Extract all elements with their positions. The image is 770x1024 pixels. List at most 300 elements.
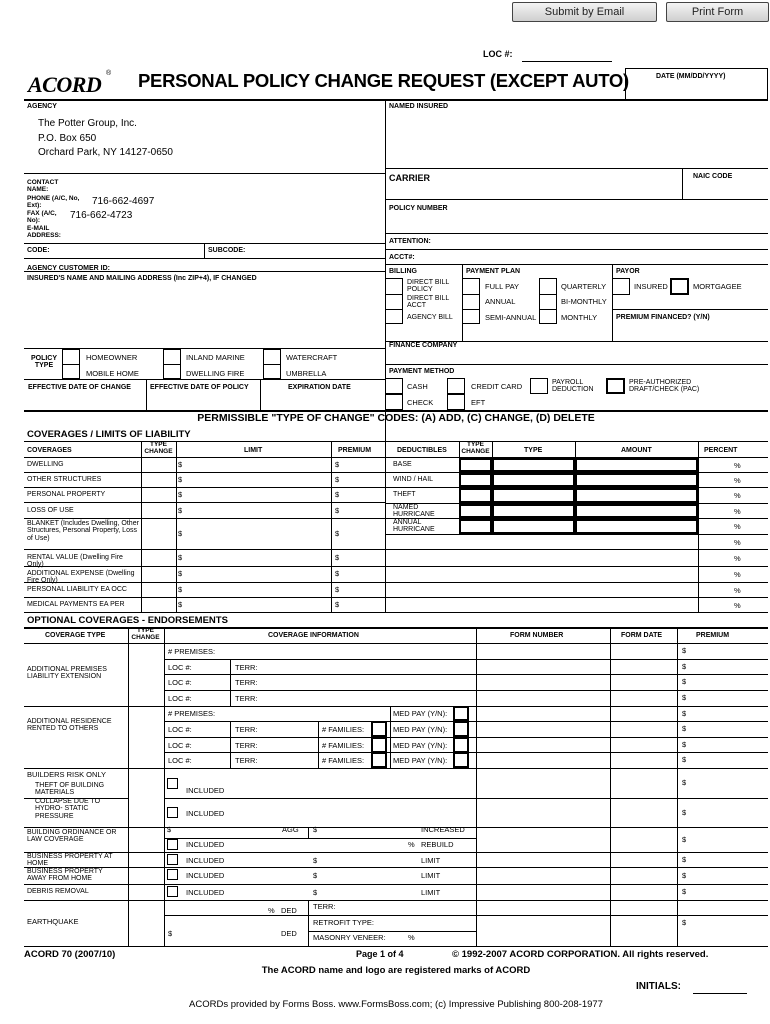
terr-label: TERR: bbox=[235, 725, 258, 734]
ded-label: DED bbox=[281, 906, 297, 915]
customer-id-label: AGENCY CUSTOMER ID: bbox=[27, 265, 110, 272]
premium-currency: $ bbox=[682, 755, 687, 764]
rule bbox=[462, 294, 480, 295]
col-percent: PERCENT bbox=[704, 447, 738, 454]
terr-label: TERR: bbox=[313, 902, 336, 911]
premium-currency: $ bbox=[682, 778, 687, 787]
coverage-limit-field[interactable] bbox=[176, 472, 331, 487]
debris-removal: DEBRIS REMOVAL bbox=[27, 888, 89, 895]
families-field[interactable] bbox=[371, 721, 387, 737]
check-checkbox[interactable] bbox=[385, 394, 403, 410]
limit-currency: $ bbox=[178, 552, 183, 562]
rule bbox=[385, 612, 768, 613]
permissible-codes: PERMISSIBLE "TYPE OF CHANGE" CODES: (A) ADD, (C) CHANGE, (D) DELETE bbox=[197, 412, 595, 424]
deductible-type-field[interactable] bbox=[492, 519, 575, 534]
percent-sign: % bbox=[734, 537, 741, 547]
rule bbox=[263, 364, 281, 365]
plan-checkboxes-b[interactable] bbox=[539, 278, 557, 324]
col-type: TYPE bbox=[524, 447, 543, 454]
coverage-limit-field[interactable] bbox=[176, 582, 331, 597]
rule bbox=[176, 441, 177, 612]
premium-currency: $ bbox=[682, 918, 687, 927]
rule bbox=[204, 243, 205, 258]
print-form-button[interactable]: Print Form bbox=[666, 2, 769, 22]
rule bbox=[308, 915, 476, 916]
included-label: INCLUDED bbox=[186, 809, 225, 818]
premium-currency: $ bbox=[335, 599, 340, 609]
terr-label: TERR: bbox=[235, 756, 258, 765]
plan-checkboxes-a[interactable] bbox=[462, 278, 480, 324]
acct-label: ACCT#: bbox=[389, 254, 415, 261]
limit-currency: $ bbox=[178, 505, 183, 515]
coverage-row-label: ADDITIONAL EXPENSE (Dwelling Fire Only) bbox=[27, 570, 135, 585]
rule bbox=[459, 441, 460, 534]
deductible-row-label: NAMED HURRICANE bbox=[393, 503, 435, 518]
dwelling-fire: DWELLING FIRE bbox=[186, 369, 245, 378]
bp-at-home: BUSINESS PROPERTY AT HOME bbox=[27, 853, 113, 868]
terr-label: TERR: bbox=[235, 694, 258, 703]
rule bbox=[308, 931, 476, 932]
billing-checkboxes[interactable] bbox=[385, 278, 403, 324]
premium-currency: $ bbox=[335, 489, 340, 499]
coverage-premium-field[interactable] bbox=[331, 487, 385, 502]
eft-checkbox[interactable] bbox=[447, 394, 465, 410]
quarterly: QUARTERLY bbox=[561, 282, 607, 291]
registered-marks: The ACORD name and logo are registered marks of ACORD bbox=[261, 965, 531, 976]
naic-label: NAIC CODE bbox=[693, 173, 733, 180]
mobile-home: MOBILE HOME bbox=[86, 369, 139, 378]
rule bbox=[24, 258, 385, 259]
coverage-limit-field[interactable] bbox=[176, 549, 331, 566]
inland-marine: INLAND MARINE bbox=[186, 353, 245, 362]
submit-by-email-button[interactable]: Submit by Email bbox=[512, 2, 657, 22]
limit-currency: $ bbox=[313, 871, 318, 880]
additional-residence: ADDITIONAL RESIDENCE RENTED TO OTHERS bbox=[27, 718, 112, 733]
rule bbox=[385, 441, 768, 442]
rule bbox=[331, 441, 332, 612]
rule bbox=[385, 364, 768, 365]
direct-bill-policy: DIRECT BILL POLICY bbox=[407, 279, 450, 294]
rule bbox=[385, 309, 403, 310]
full-pay: FULL PAY bbox=[485, 282, 520, 291]
rule bbox=[682, 168, 683, 199]
coverage-limit-field[interactable] bbox=[176, 597, 331, 612]
rule bbox=[612, 264, 613, 341]
rule bbox=[612, 309, 768, 310]
monthly: MONTHLY bbox=[561, 313, 598, 322]
rule bbox=[164, 627, 165, 946]
rule bbox=[24, 271, 385, 272]
col-premium: PREMIUM bbox=[338, 447, 372, 454]
med-pay-field[interactable] bbox=[453, 706, 469, 721]
rule bbox=[610, 627, 611, 946]
deductible-type-field[interactable] bbox=[492, 458, 575, 472]
med-pay-label: MED PAY (Y/N): bbox=[393, 756, 448, 765]
payor-mortgagee-checkbox[interactable] bbox=[670, 278, 689, 295]
cash-checkbox[interactable] bbox=[385, 378, 403, 394]
coverage-premium-field[interactable] bbox=[331, 549, 385, 566]
collapse-hydrostatic: COLLAPSE DUE TO HYDRO- STATIC PRESSURE bbox=[35, 798, 101, 820]
col-amount: AMOUNT bbox=[621, 447, 652, 454]
theft-checkbox[interactable] bbox=[167, 778, 178, 789]
deductible-type-change-field[interactable] bbox=[459, 488, 492, 503]
increased-label: INCREASED bbox=[421, 825, 465, 834]
deductible-amount-field[interactable] bbox=[575, 504, 698, 518]
rule bbox=[24, 706, 164, 707]
coverage-premium-field[interactable] bbox=[331, 457, 385, 472]
rule bbox=[385, 582, 768, 583]
families-field[interactable] bbox=[371, 737, 387, 753]
ordinance-law: BUILDING ORDINANCE OR LAW COVERAGE bbox=[27, 829, 117, 844]
rule bbox=[24, 900, 164, 901]
phone-label: PHONE (A/C, No, Ext): bbox=[27, 195, 80, 209]
premium-currency: $ bbox=[682, 677, 687, 686]
coverage-limit-field[interactable] bbox=[176, 457, 331, 472]
bi-monthly: BI-MONTHLY bbox=[561, 297, 607, 306]
limit-label: LIMIT bbox=[421, 856, 441, 865]
premium-currency: $ bbox=[335, 459, 340, 469]
med-pay-field[interactable] bbox=[453, 737, 469, 753]
coverage-limit-field[interactable] bbox=[176, 566, 331, 582]
premium-currency: $ bbox=[335, 528, 340, 538]
rebuild-label: REBUILD bbox=[421, 840, 454, 849]
initials-label: INITIALS: bbox=[636, 981, 681, 992]
premium-currency: $ bbox=[682, 646, 687, 655]
payroll-checkbox[interactable] bbox=[530, 378, 548, 394]
med-pay-field[interactable] bbox=[453, 721, 469, 737]
limit-currency: $ bbox=[178, 489, 183, 499]
rule bbox=[24, 643, 768, 644]
limit-currency: $ bbox=[313, 888, 318, 897]
deductible-type-change-field[interactable] bbox=[459, 458, 492, 472]
col-coverages: COVERAGES bbox=[27, 447, 72, 454]
premises-label: # PREMISES: bbox=[168, 709, 216, 718]
col-coverage-type: COVERAGE TYPE bbox=[45, 632, 106, 639]
premium-financed-label: PREMIUM FINANCED? (Y/N) bbox=[616, 314, 710, 321]
percent-sign: % bbox=[734, 585, 741, 595]
collapse-checkbox[interactable] bbox=[167, 807, 178, 818]
premium-currency: $ bbox=[335, 584, 340, 594]
coverage-row-label: BLANKET (Includes Dwelling, Other Structures, Personal Property, Loss of Use) bbox=[27, 520, 139, 542]
col-form-number: FORM NUMBER bbox=[510, 632, 564, 639]
add-premises-liability: ADDITIONAL PREMISES LIABILITY EXTENSION bbox=[27, 666, 107, 681]
cash: CASH bbox=[407, 382, 428, 391]
contact-label: CONTACT NAME: bbox=[27, 179, 59, 193]
deductible-amount-field[interactable] bbox=[575, 473, 698, 487]
subcode-label: SUBCODE: bbox=[208, 247, 246, 254]
fax-value[interactable]: 716-662-4723 bbox=[70, 210, 133, 221]
rule bbox=[163, 364, 181, 365]
col-type-change: TYPE CHANGE bbox=[144, 441, 173, 455]
premium-currency: $ bbox=[682, 834, 687, 844]
theft-building-materials: THEFT OF BUILDING MATERIALS bbox=[35, 782, 105, 797]
policy-type-label: POLICY TYPE bbox=[30, 355, 58, 369]
optional-title: OPTIONAL COVERAGES - ENDORSEMENTS bbox=[27, 615, 228, 626]
agency-address bbox=[38, 117, 173, 161]
mortgagee: MORTGAGEE bbox=[693, 282, 742, 291]
rule bbox=[385, 549, 768, 550]
premium-currency: $ bbox=[682, 807, 687, 817]
loc-label: LOC #: bbox=[168, 663, 192, 672]
bp-away-checkbox[interactable] bbox=[167, 869, 178, 880]
coverage-limit-field[interactable] bbox=[176, 503, 331, 518]
agency-label: AGENCY bbox=[27, 103, 57, 110]
builders-risk: BUILDERS RISK ONLY bbox=[27, 770, 107, 779]
terr-label: TERR: bbox=[235, 678, 258, 687]
homeowner: HOMEOWNER bbox=[86, 353, 138, 362]
col-limit: LIMIT bbox=[244, 447, 263, 454]
pac-checkbox[interactable] bbox=[606, 378, 625, 394]
deductible-amount-field[interactable] bbox=[575, 458, 698, 472]
coverage-premium-field[interactable] bbox=[331, 566, 385, 582]
bp-away: BUSINESS PROPERTY AWAY FROM HOME bbox=[27, 868, 103, 883]
rule bbox=[62, 364, 80, 365]
email-label: E-MAIL ADDRESS: bbox=[27, 225, 61, 239]
loc-label: LOC #: bbox=[483, 49, 513, 59]
rule bbox=[24, 768, 164, 769]
col-coverage-info: COVERAGE INFORMATION bbox=[268, 632, 359, 639]
col-opt-type-change: TYPE CHANGE bbox=[131, 627, 160, 641]
insured-address-label: INSURED'S NAME AND MAILING ADDRESS (Inc ZIP+4), IF CHANGED bbox=[27, 275, 257, 282]
deductible-row-label: WIND / HAIL bbox=[393, 475, 434, 483]
coverage-limit-field[interactable] bbox=[176, 487, 331, 502]
retrofit-label: RETROFIT TYPE: bbox=[313, 918, 374, 927]
rule bbox=[385, 264, 768, 265]
col-deductibles: DEDUCTIBLES bbox=[397, 447, 447, 454]
deductible-type-change-field[interactable] bbox=[459, 504, 492, 518]
coverage-type-change-field[interactable] bbox=[141, 472, 176, 487]
deductible-type-field[interactable] bbox=[492, 504, 575, 518]
copyright: © 1992-2007 ACORD CORPORATION. All rights reserved. bbox=[452, 949, 709, 960]
insured: INSURED bbox=[634, 282, 668, 291]
rule bbox=[698, 441, 699, 612]
coverage-type-change-field[interactable] bbox=[141, 503, 176, 518]
limit-currency: $ bbox=[313, 856, 318, 865]
eff-policy-label: EFFECTIVE DATE OF POLICY bbox=[150, 384, 249, 391]
coverage-row-label: RENTAL VALUE (Dwelling Fire Only) bbox=[27, 553, 123, 568]
premium-currency: $ bbox=[682, 887, 687, 896]
loc-label: LOC #: bbox=[168, 694, 192, 703]
pac: PRE-AUTHORIZED DRAFT/CHECK (PAC) bbox=[629, 379, 700, 394]
rule bbox=[385, 534, 768, 535]
payor-label: PAYOR bbox=[616, 268, 640, 275]
coverage-premium-field[interactable] bbox=[331, 518, 385, 549]
provided-by: ACORDs provided by Forms Boss. www.FormsBoss.com; (c) Impressive Publishing 800-208-1977 bbox=[189, 999, 603, 1010]
percent-sign: % bbox=[734, 553, 741, 563]
terr-label: TERR: bbox=[235, 663, 258, 672]
billing-label: BILLING bbox=[389, 268, 417, 275]
rule bbox=[308, 827, 309, 838]
included-label: INCLUDED bbox=[186, 888, 225, 897]
percent-sign: % bbox=[734, 570, 741, 579]
rule bbox=[539, 294, 557, 295]
loc-field[interactable] bbox=[522, 61, 612, 62]
coverage-type-change-field[interactable] bbox=[141, 549, 176, 566]
limit-currency: $ bbox=[178, 459, 183, 469]
form-id: ACORD 70 (2007/10) bbox=[24, 949, 116, 960]
carrier-label: CARRIER bbox=[389, 173, 431, 183]
col-opt-premium: PREMIUM bbox=[696, 632, 730, 639]
coverage-type-change-field[interactable] bbox=[141, 566, 176, 582]
rule bbox=[24, 798, 128, 799]
rule bbox=[677, 627, 678, 946]
rule bbox=[24, 379, 385, 380]
agency-bill: AGENCY BILL bbox=[407, 314, 453, 321]
limit-currency: $ bbox=[178, 584, 183, 594]
rule bbox=[128, 627, 129, 946]
payor-insured-checkbox[interactable] bbox=[612, 278, 630, 295]
earthquake: EARTHQUAKE bbox=[27, 917, 79, 926]
coverage-row-label: LOSS OF USE bbox=[27, 506, 74, 514]
rule bbox=[385, 168, 768, 169]
coverage-premium-field[interactable] bbox=[331, 582, 385, 597]
debris-removal-checkbox[interactable] bbox=[167, 886, 178, 897]
rule bbox=[308, 900, 309, 946]
premium-currency: $ bbox=[335, 474, 340, 484]
eq-currency: $ bbox=[168, 929, 173, 938]
annual: ANNUAL bbox=[485, 297, 516, 306]
coverages-title: COVERAGES / LIMITS OF LIABILITY bbox=[27, 429, 191, 440]
bp-at-home-checkbox[interactable] bbox=[167, 854, 178, 865]
rule bbox=[24, 884, 164, 885]
percent-sign: % bbox=[734, 475, 741, 485]
rule bbox=[146, 379, 147, 411]
registered-mark: ® bbox=[106, 70, 112, 77]
agg-label: AGG bbox=[282, 825, 299, 834]
families-label: # FAMILIES: bbox=[322, 741, 365, 750]
percent-sign: % bbox=[734, 491, 741, 500]
loc-label: LOC #: bbox=[168, 741, 192, 750]
families-field[interactable] bbox=[371, 752, 387, 768]
premises-label: # PREMISES: bbox=[168, 647, 216, 656]
percent-sign: % bbox=[734, 522, 741, 531]
page-number: Page 1 of 4 bbox=[356, 949, 404, 959]
fax-label: FAX (A/C, No): bbox=[27, 210, 57, 224]
watercraft: WATERCRAFT bbox=[286, 353, 338, 362]
finance-company-label: FINANCE COMPANY bbox=[389, 342, 458, 349]
check: CHECK bbox=[407, 398, 434, 407]
coverage-row-label: PERSONAL PROPERTY bbox=[27, 490, 106, 498]
initials-field[interactable] bbox=[693, 993, 747, 994]
coverage-row-label: OTHER STRUCTURES bbox=[27, 475, 102, 483]
date-label: DATE (MM/DD/YYYY) bbox=[656, 73, 726, 80]
frame-top bbox=[24, 99, 768, 101]
premium-currency: $ bbox=[682, 693, 687, 702]
rule bbox=[24, 946, 768, 947]
ord-currency: $ bbox=[167, 825, 172, 834]
med-pay-label: MED PAY (Y/N): bbox=[393, 741, 448, 750]
deductible-row-label: ANNUAL HURRICANE bbox=[393, 519, 435, 534]
pct-label: % bbox=[408, 840, 415, 849]
families-label: # FAMILIES: bbox=[322, 725, 365, 734]
credit-card-checkbox[interactable] bbox=[447, 378, 465, 394]
coverage-type-change-field[interactable] bbox=[141, 518, 176, 549]
premium-currency: $ bbox=[335, 569, 340, 578]
premium-currency: $ bbox=[335, 552, 340, 562]
credit-card: CREDIT CARD bbox=[471, 382, 523, 391]
direct-bill-acct: DIRECT BILL ACCT bbox=[407, 295, 450, 310]
rule bbox=[539, 309, 557, 310]
premium-currency: $ bbox=[682, 870, 687, 880]
masonry-label: MASONRY VENEER: bbox=[313, 933, 386, 942]
limit-currency: $ bbox=[178, 599, 183, 609]
acord-logo: ACORD bbox=[28, 72, 102, 97]
coverage-premium-field[interactable] bbox=[331, 503, 385, 518]
limit-currency: $ bbox=[178, 474, 183, 484]
coverage-premium-field[interactable] bbox=[331, 472, 385, 487]
deductible-type-field[interactable] bbox=[492, 488, 575, 503]
coverage-type-change-field[interactable] bbox=[141, 487, 176, 502]
med-pay-label: MED PAY (Y/N): bbox=[393, 709, 448, 718]
limit-label: LIMIT bbox=[421, 871, 441, 880]
expiration-label: EXPIRATION DATE bbox=[288, 384, 351, 391]
terr-label: TERR: bbox=[235, 741, 258, 750]
deductible-amount-field[interactable] bbox=[575, 519, 698, 534]
deductible-type-field[interactable] bbox=[492, 473, 575, 487]
coverage-type-change-field[interactable] bbox=[141, 457, 176, 472]
rule bbox=[476, 627, 477, 946]
families-label: # FAMILIES: bbox=[322, 756, 365, 765]
rule bbox=[318, 721, 319, 768]
rule bbox=[462, 309, 480, 310]
loc-label: LOC #: bbox=[168, 678, 192, 687]
included-label: INCLUDED bbox=[186, 840, 225, 849]
coverage-limit-field[interactable] bbox=[176, 518, 331, 549]
included-label: INCLUDED bbox=[186, 856, 225, 865]
rule bbox=[385, 566, 768, 567]
rule bbox=[385, 233, 768, 234]
limit-currency: $ bbox=[178, 528, 183, 538]
included-label: INCLUDED bbox=[186, 871, 225, 880]
premium-currency: $ bbox=[682, 661, 687, 671]
limit-currency: $ bbox=[178, 569, 183, 578]
umbrella: UMBRELLA bbox=[286, 369, 327, 378]
deductible-row-label: THEFT bbox=[393, 491, 416, 498]
deductible-type-change-field[interactable] bbox=[459, 473, 492, 487]
coverage-row-label: PERSONAL LIABILITY EA OCC bbox=[27, 585, 127, 593]
rule bbox=[385, 249, 768, 250]
rule bbox=[385, 294, 403, 295]
rule bbox=[575, 441, 576, 534]
agency-name: The Potter Group, Inc. bbox=[38, 118, 137, 129]
percent-sign: % bbox=[734, 506, 741, 516]
coverage-type-change-field[interactable] bbox=[141, 597, 176, 612]
percent-sign: % bbox=[734, 460, 741, 470]
med-pay-field[interactable] bbox=[453, 752, 469, 768]
semi-annual: SEMI-ANNUAL bbox=[485, 313, 537, 322]
coverage-type-change-field[interactable] bbox=[141, 582, 176, 597]
ded-pct: % bbox=[268, 906, 275, 915]
rule bbox=[385, 199, 768, 200]
rule bbox=[141, 441, 142, 612]
ord-included-checkbox[interactable] bbox=[167, 839, 178, 850]
rule bbox=[24, 173, 385, 174]
rule bbox=[230, 659, 231, 706]
coverage-row-label: MEDICAL PAYMENTS EA PER bbox=[27, 600, 125, 608]
deductible-amount-field[interactable] bbox=[575, 488, 698, 503]
coverage-premium-field[interactable] bbox=[331, 597, 385, 612]
rule bbox=[260, 379, 261, 411]
col-form-date: FORM DATE bbox=[621, 632, 663, 639]
premium-currency: $ bbox=[682, 854, 687, 864]
premium-currency: $ bbox=[682, 724, 687, 733]
deductible-type-change-field[interactable] bbox=[459, 519, 492, 534]
eft: EFT bbox=[471, 398, 486, 407]
named-insured-label: NAMED INSURED bbox=[389, 103, 449, 110]
premium-currency: $ bbox=[682, 739, 687, 749]
rule bbox=[24, 827, 164, 828]
phone-value[interactable]: 716-662-4697 bbox=[92, 196, 155, 207]
